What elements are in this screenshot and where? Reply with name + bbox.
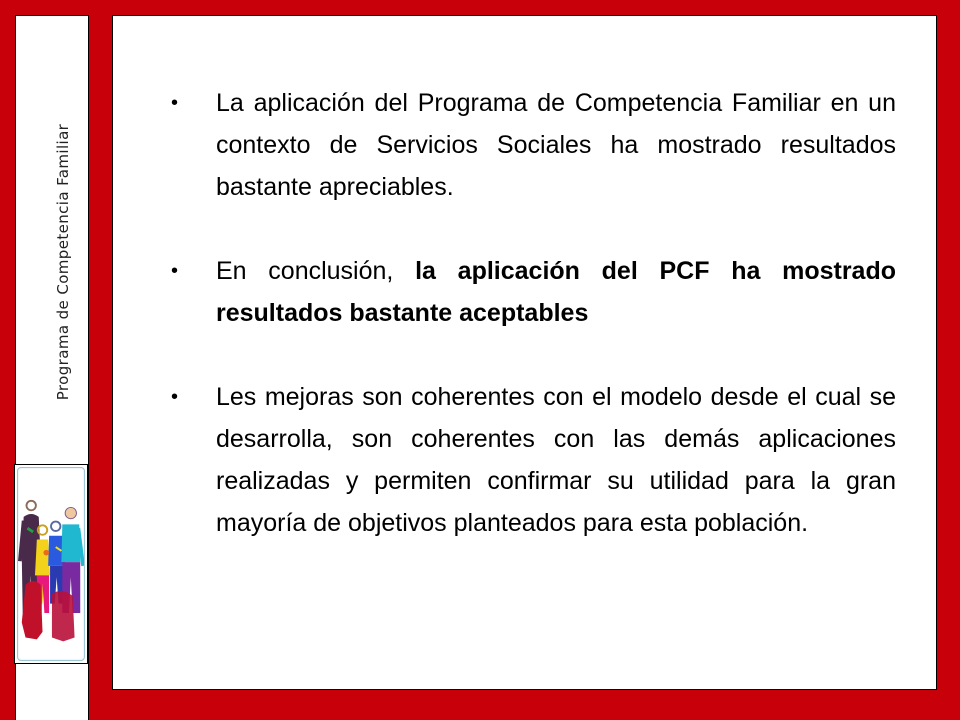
bullet-marker: • [171,260,179,282]
logo-frame [14,464,88,664]
bullet-list [171,82,896,544]
bullet-item-3 [171,376,896,544]
bullet-text-prefix: En conclusión, [216,257,416,285]
bullet-text: Les mejoras son coherentes con el modelo desde el cual se desarrolla, son coherentes con las demás aplicaciones realizadas y permiten confirmar su utilidad para la gran mayoría de objetivos planteados para esta población. [216,383,896,537]
bullet-text-bold: la aplicación del PCF ha mostrado resultados bastante aceptables [216,257,896,327]
bullet-marker: • [171,92,179,114]
family-figures-icon [17,467,85,661]
slide-content [112,15,937,690]
bullet-item-2 [171,250,896,334]
bullet-marker: • [171,386,179,408]
sidebar-title: Programa de Competencia Familiar [54,123,72,401]
bullet-item-1 [171,82,896,208]
bullet-text: La aplicación del Programa de Competencia Familiar en un contexto de Servicios Sociales ha mostrado resultados bastante apreciables. [216,89,896,201]
